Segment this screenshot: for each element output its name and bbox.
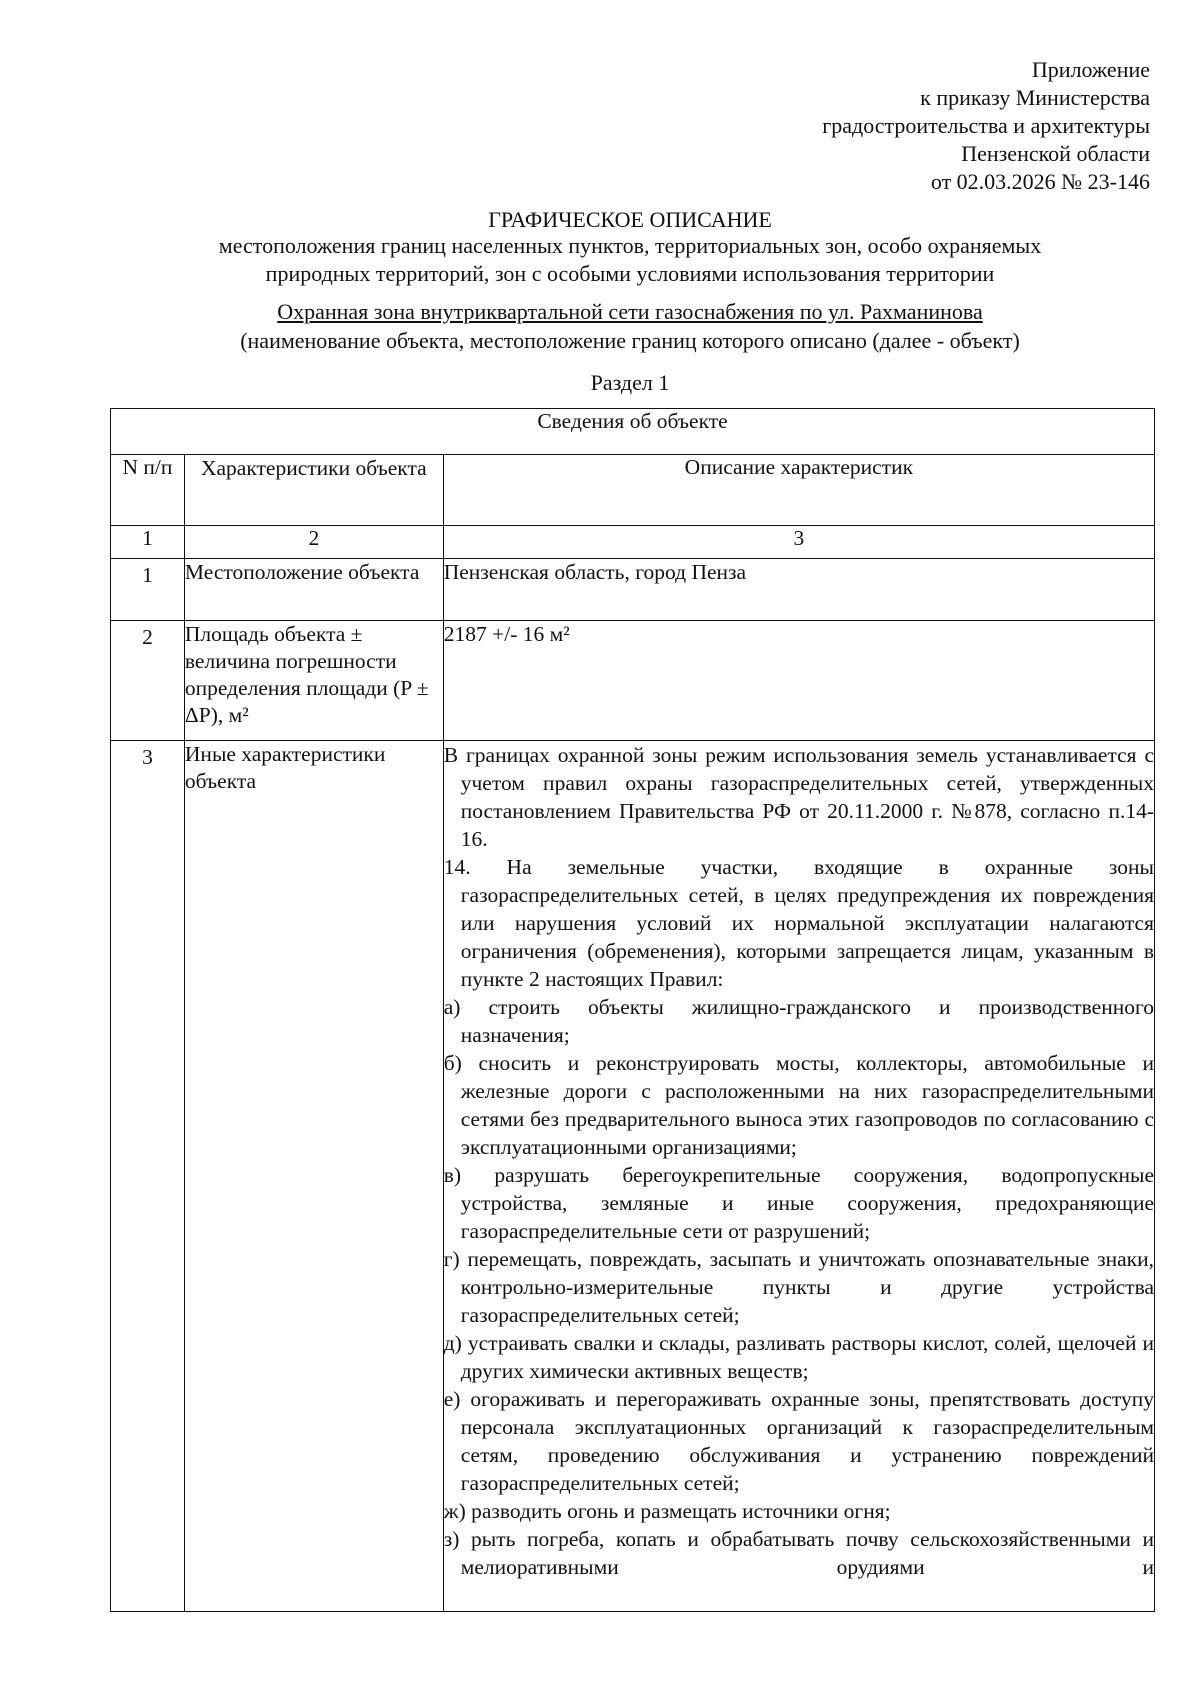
appendix-line: к приказу Министерства (920, 85, 1150, 110)
document-title: ГРАФИЧЕСКОЕ ОПИСАНИЕ (488, 207, 772, 232)
restriction-item: б) сносить и реконструировать мосты, коллекторы, автомобильные и железные дороги с расположенными на них газораспределительными сетями без предварительного выноса этих газопроводов по согласованию с эксплуатационными организациями; (443, 1051, 1154, 1159)
row-characteristic: Местоположение объекта (184, 559, 443, 621)
appendix-line: градостроительства и архитектуры (822, 113, 1150, 138)
row-description-restrictions (443, 741, 1154, 1612)
col-number: 2 (184, 526, 443, 559)
table-caption-row (111, 409, 1155, 455)
restriction-item: ж) разводить огонь и размещать источники огня; (443, 1499, 891, 1523)
object-name-note: (наименование объекта, местоположение границ которого описано (далее - объект) (240, 328, 1020, 353)
restriction-item: д) устраивать свалки и склады, разливать растворы кислот, солей, щелочей и других химически активных веществ; (443, 1331, 1154, 1383)
object-info-table (110, 408, 1155, 1612)
col-header-description: Описание характеристик (443, 455, 1154, 526)
appendix-line: Пензенской области (961, 141, 1150, 166)
subtitle-line: местоположения границ населенных пунктов, территориальных зон, особо охраняемых (218, 233, 1042, 258)
col-header-characteristic: Характеристики объекта (184, 455, 443, 526)
section-heading: Раздел 1 (590, 370, 670, 395)
restriction-paragraph: 14. На земельные участки, входящие в охранные зоны газораспределительных сетей, в целях предупреждения их повреждения или нарушения условий их нормальной эксплуатации налагаются ограничения (обременения), которыми запрещается лицам, указанным в пункте 2 настоящих Правил: (443, 855, 1154, 991)
row-description: Пензенская область, город Пенза (443, 559, 1154, 621)
document-subtitle (110, 232, 1150, 288)
col-number: 1 (111, 526, 185, 559)
restriction-item: з) рыть погреба, копать и обрабатывать почву сельскохозяйственными и мелиоративными орудиями и (443, 1527, 1154, 1579)
row-characteristic: Площадь объекта ± величина погрешности определения площади (P ± ΔP), м² (184, 621, 443, 741)
appendix-line: Приложение (1031, 57, 1150, 82)
restriction-item: г) перемещать, повреждать, засыпать и уничтожать опознавательные знаки, контрольно-измерительные пункты и другие устройства газораспределительных сетей; (443, 1247, 1154, 1327)
table-header-row (111, 455, 1155, 526)
table-colnum-row (111, 526, 1155, 559)
restriction-item: е) огораживать и перегораживать охранные зоны, препятствовать доступу персонала эксплуатационных организаций к газораспределительным сетям, проведению обслуживания и устранению повреждений газораспределительных сетей; (443, 1387, 1154, 1495)
row-characteristic: Иные характеристики объекта (184, 741, 443, 1612)
object-name: Охранная зона внутриквартальной сети газоснабжения по ул. Рахманинова (277, 299, 983, 324)
table-row (111, 621, 1155, 741)
appendix-block (822, 56, 1150, 196)
restriction-item: а) строить объекты жилищно-гражданского и производственного назначения; (443, 995, 1154, 1047)
row-number: 1 (111, 559, 185, 621)
appendix-date-number: от 02.03.2026 № 23-146 (930, 169, 1150, 194)
row-number: 3 (111, 741, 185, 1612)
col-header-num: N п/п (111, 455, 185, 526)
col-number: 3 (443, 526, 1154, 559)
restriction-paragraph: В границах охранной зоны режим использования земель устанавливается с учетом правил охраны газораспределительных сетей, утвержденных постановлением Правительства РФ от 20.11.2000 г. №878, согласно п.14-16. (443, 743, 1154, 851)
subtitle-line: природных территорий, зон с особыми условиями использования территории (265, 261, 995, 286)
row-description: 2187 +/- 16 м² (443, 621, 1154, 741)
row-number: 2 (111, 621, 185, 741)
restriction-item: в) разрушать берегоукрепительные сооружения, водопропускные устройства, земляные и иные сооружения, предохраняющие газораспределительные сети от разрушений; (443, 1163, 1154, 1243)
table-row (111, 559, 1155, 621)
table-row (111, 741, 1155, 1612)
table-caption: Сведения об объекте (111, 409, 1155, 455)
